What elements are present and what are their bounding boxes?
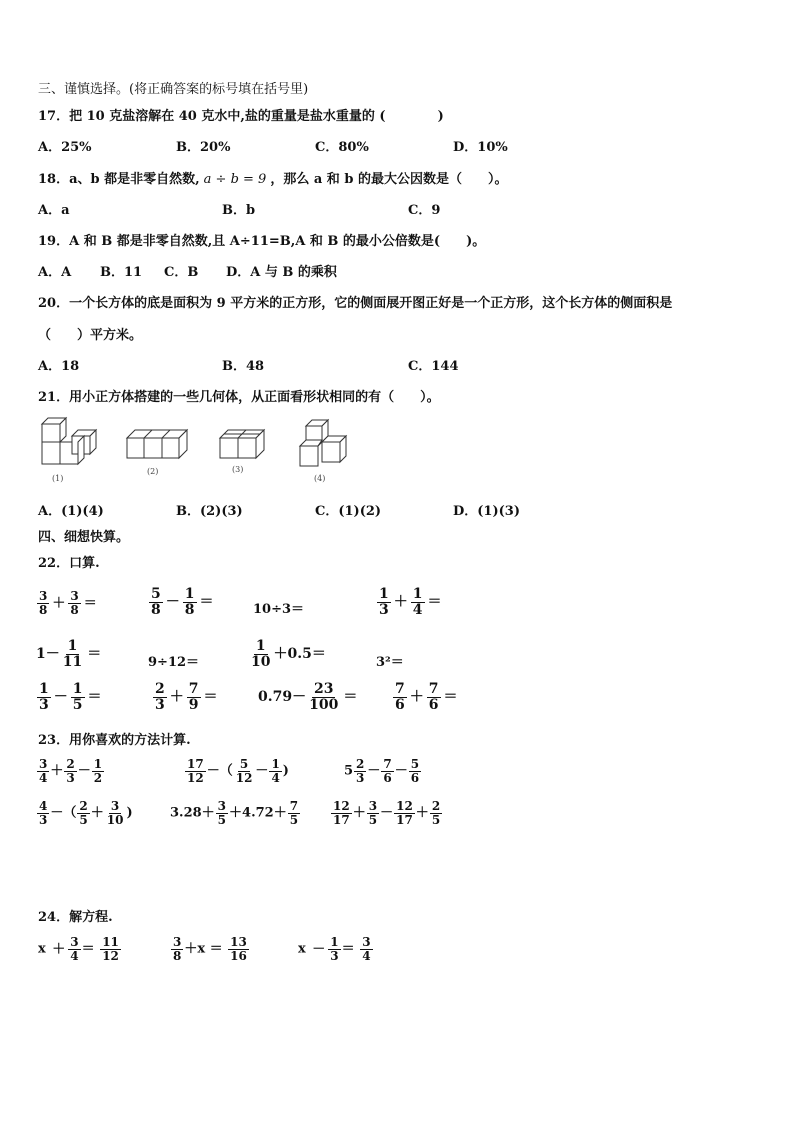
q22-item-3: 10÷3＝ [253,602,305,617]
fraction: $\frac{12}{17}$ [333,799,350,827]
fraction: $\frac{3}{8}$ [39,589,48,617]
q21-option-a[interactable]: A．(1)(4) [38,504,104,519]
fraction: $\frac{3}{8}$ [173,935,182,963]
q22-item-9: $\frac{1}{3}$ － $\frac{1}{5}$ ＝ [39,681,102,713]
q23-item-5: 3.28＋ $\frac{3}{5}$ ＋4.72＋ $\frac{7}{5}$ [170,799,299,827]
fraction: $\frac{1}{4}$ [271,757,280,785]
q20-option-a[interactable]: A．18 [38,359,80,374]
fraction: $\frac{11}{12}$ [102,935,119,963]
q22-item-4: $\frac{1}{3}$ ＋ $\frac{1}{4}$ ＝ [379,586,442,618]
q23-item-1: $\frac{3}{4}$ ＋ $\frac{2}{3}$ － $\frac{1}{2}$ [39,757,103,785]
q24-equation-2: $\frac{3}{8}$ ＋x ＝ $\frac{13}{16}$ [173,935,247,963]
fraction: $\frac{5}{12}$ [235,757,253,785]
fraction: $\frac{2}{3}$ [356,757,365,785]
q20-option-c[interactable]: C．144 [408,359,459,374]
q22-item-8: 3²＝ [376,655,404,670]
q18-formula: a ÷ b = 9 [203,172,267,187]
q23-item-6: $\frac{12}{17}$ ＋ $\frac{3}{5}$ － $\frac{12}{17}$ ＋ $\frac{2}{5}$ [333,799,441,827]
q22-item-5: 1－ $\frac{1}{11}$ ＝ [36,638,102,670]
q17-option-b[interactable]: B．20% [176,140,231,155]
fraction: $\frac{1}{11}$ [62,638,83,670]
q19-option-a[interactable]: A．A [38,265,72,280]
fraction: $\frac{7}{6}$ [428,681,439,713]
question-17: 17．把 10 克盐溶解在 40 克水中,盐的重量是盐水重量的 ( ) [38,109,444,124]
fraction: $\frac{1}{3}$ [379,586,389,618]
question-20-line1: 20．一个长方体的底是面积为 9 平方米的正方形，它的侧面展开图正好是一个正方形，这个长方体的侧面积是 [38,296,673,311]
q22-item-6: 9÷12＝ [148,655,200,670]
fraction: $\frac{1}{10}$ [251,638,271,670]
fraction: $\frac{5}{6}$ [410,757,420,785]
fraction: $\frac{12}{17}$ [396,799,413,827]
figure-3-label: (3) [232,465,244,474]
question-20-line2: （ ）平方米。 [38,328,143,343]
q20-option-b[interactable]: B．48 [222,359,265,374]
fraction: $\frac{7}{9}$ [188,681,199,713]
q23-item-3: 5 $\frac{2}{3}$ － $\frac{7}{6}$ － $\frac{5}{6}$ [344,757,420,785]
fraction: $\frac{1}{8}$ [184,586,195,618]
q18-option-b[interactable]: B．b [222,203,256,218]
fraction: $\frac{1}{3}$ [330,935,339,963]
q24-equation-3: x － $\frac{1}{3}$ ＝ $\frac{3}{4}$ [298,935,371,963]
fraction: $\frac{2}{5}$ [431,799,441,827]
q22-item-10: $\frac{2}{3}$ ＋ $\frac{7}{9}$ ＝ [155,681,218,713]
fraction: $\frac{13}{16}$ [230,935,247,963]
fraction: $\frac{2}{3}$ [155,681,165,713]
figure-2-cubes [127,430,189,460]
fraction: $\frac{3}{5}$ [368,799,378,827]
figure-4-cubes [300,420,350,468]
q17-option-d[interactable]: D．10% [453,140,508,155]
fraction: $\frac{7}{6}$ [395,681,405,713]
fraction: $\frac{3}{10}$ [106,799,124,827]
question-22-title: 22．口算. [38,556,100,571]
q22-item-11: 0.79－ $\frac{23}{100}$ ＝ [258,681,358,713]
question-19: 19．A 和 B 都是非零自然数,且 A÷11=B,A 和 B 的最小公倍数是( )。 [38,234,486,249]
question-21: 21．用小正方体搭建的一些几何体，从正面看形状相同的有（ ）。 [38,390,440,405]
fraction: $\frac{3}{4}$ [70,935,79,963]
q22-item-1: $\frac{3}{8}$ ＋ $\frac{3}{8}$ ＝ [39,589,97,617]
fraction: $\frac{3}{4}$ [362,935,371,963]
fraction: $\frac{17}{12}$ [187,757,204,785]
fraction: $\frac{1}{5}$ [72,681,83,713]
q22-item-12: $\frac{7}{6}$ ＋ $\frac{7}{6}$ ＝ [395,681,458,713]
q23-item-4: $\frac{4}{3}$ －（ $\frac{2}{5}$ ＋ $\frac{3}{10}$ ) [39,799,133,827]
q22-item-7: $\frac{1}{10}$ ＋0.5＝ [251,638,326,670]
question-24-title: 24．解方程. [38,910,113,925]
q19-option-b[interactable]: B．11 [100,265,143,280]
figure-3-cubes [220,430,266,460]
figure-1-label: (1) [52,474,64,483]
fraction: $\frac{3}{4}$ [39,757,48,785]
fraction: $\frac{7}{5}$ [289,799,299,827]
figure-1-cubes [38,418,100,468]
figure-4-label: (4) [314,474,326,483]
fraction: $\frac{1}{3}$ [39,681,49,713]
q24-equation-1: x ＋ $\frac{3}{4}$ ＝ $\frac{11}{12}$ [38,935,119,963]
fraction: $\frac{1}{2}$ [93,757,103,785]
q21-option-c[interactable]: C．(1)(2) [315,504,382,519]
fraction: $\frac{7}{6}$ [383,757,392,785]
fraction: $\frac{4}{3}$ [39,799,48,827]
q18-option-a[interactable]: A．a [38,203,70,218]
question-18: 18．a、b 都是非零自然数, a ÷ b = 9 ，那么 a 和 b 的最大公因数是（ ）。 [38,172,508,187]
fraction: $\frac{2}{3}$ [66,757,75,785]
fraction: $\frac{2}{5}$ [79,799,88,827]
q23-item-2: $\frac{17}{12}$ －（ $\frac{5}{12}$ － $\frac{1}{4}$ ) [187,757,289,785]
section-3-title: 三、谨慎选择。(将正确答案的标号填在括号里) [38,82,309,97]
fraction: $\frac{3}{8}$ [70,589,79,617]
fraction: $\frac{1}{4}$ [412,586,423,618]
q21-option-b[interactable]: B．(2)(3) [176,504,243,519]
fraction: $\frac{5}{8}$ [151,586,161,618]
q19-option-d[interactable]: D．A 与 B 的乘积 [226,265,337,280]
fraction: $\frac{23}{100}$ [309,681,339,713]
q18-option-c[interactable]: C．9 [408,203,441,218]
fraction: $\frac{3}{5}$ [217,799,227,827]
q17-option-a[interactable]: A．25% [38,140,92,155]
q21-option-d[interactable]: D．(1)(3) [453,504,520,519]
section-4-title: 四、细想快算。 [38,530,130,545]
q17-option-c[interactable]: C．80% [315,140,369,155]
question-23-title: 23．用你喜欢的方法计算. [38,733,191,748]
figure-2-label: (2) [147,467,159,476]
q19-option-c[interactable]: C．B [164,265,199,280]
q22-item-2: $\frac{5}{8}$ － $\frac{1}{8}$ ＝ [151,586,214,618]
